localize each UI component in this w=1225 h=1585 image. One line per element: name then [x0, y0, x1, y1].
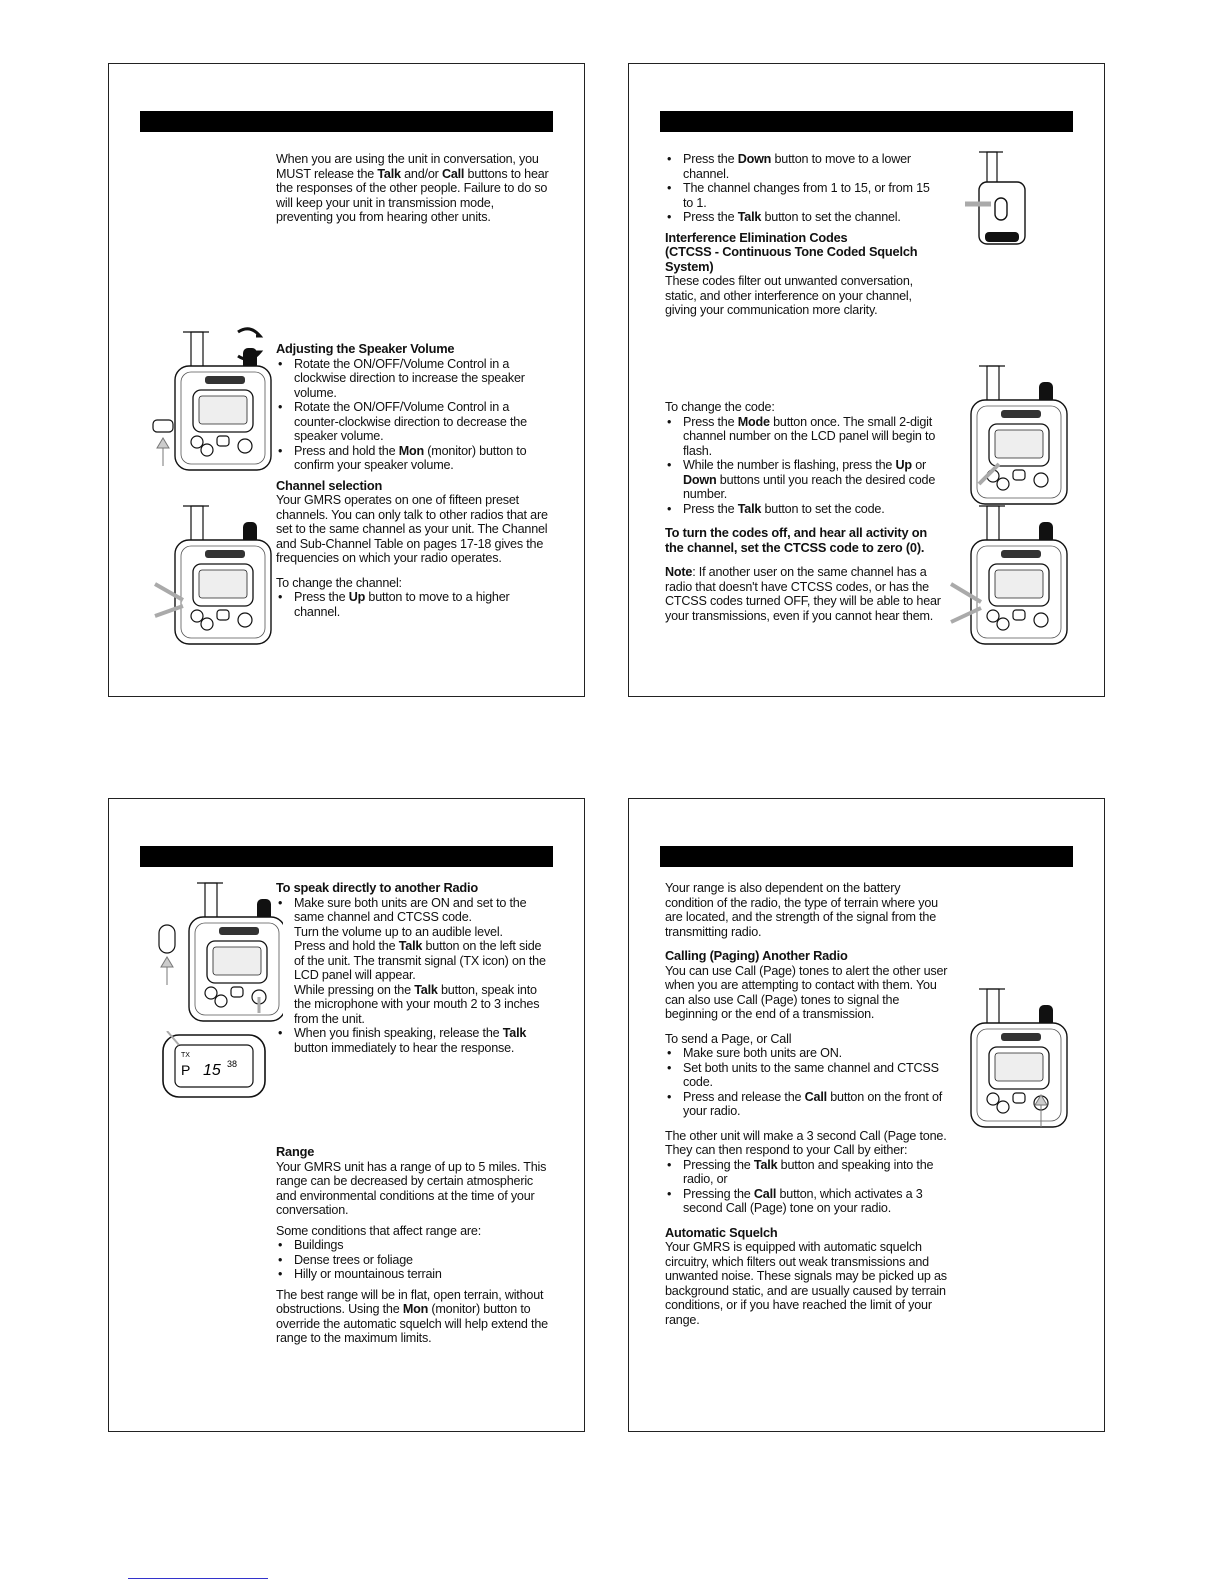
squelch-title: Automatic Squelch	[665, 1224, 778, 1240]
radio-channel-illustration	[149, 504, 279, 654]
lcd-sub: 38	[227, 1059, 238, 1069]
range-best: The best range will be in flat, open terrain, without obstructions. Using the Mon (monitor) button to override the automatic squelch will help extend the range to the maximum limits.	[276, 1287, 548, 1345]
volume-list	[276, 357, 551, 473]
range-dependent: Your range is also dependent on the battery condition of the radio, the type of terrain where you are located, and the strength of the signal from the transmitting radio.	[665, 881, 938, 939]
section-header-bar	[660, 111, 1073, 132]
list-item: • Press the Talk button to set the code.	[665, 502, 945, 517]
code-title-1: Interference Elimination Codes	[665, 229, 848, 245]
section-header-bar	[140, 111, 553, 132]
radio-updown-illustration	[949, 504, 1079, 654]
list-item: • Hilly or mountainous terrain	[276, 1267, 551, 1282]
code-list	[665, 415, 945, 517]
list-item: • When you finish speaking, release the Talk button immediately to hear the response.	[276, 1026, 551, 1055]
list-item: • Press the Down button to move to a lower channel.	[665, 152, 940, 181]
range-list	[276, 1238, 551, 1282]
page-4	[628, 798, 1105, 1432]
p1-volume-section	[276, 342, 551, 619]
section-header-bar	[660, 846, 1073, 867]
code-title-2: (CTCSS - Continuous Tone Coded Squelch System)	[665, 244, 918, 274]
lcd-p: P	[181, 1062, 191, 1078]
list-item: • Make sure both units are ON.	[665, 1046, 950, 1061]
volume-title: Adjusting the Speaker Volume	[276, 341, 455, 356]
list-item: • Turn the volume up to an audible level.	[276, 925, 551, 940]
codes-off: To turn the codes off, and hear all activity on the channel, set the CTCSS code to zero (0).	[665, 525, 927, 555]
list-item: • Press the Mode button once. The small 2-digit channel number on the LCD panel will begin to flash.	[665, 415, 945, 459]
section-header-bar	[140, 846, 553, 867]
list-item: • Press and release the Call button on the front of your radio.	[665, 1090, 950, 1119]
p1-intro	[276, 152, 551, 225]
speak-list	[276, 896, 551, 1056]
lcd-tx: TX	[181, 1052, 190, 1059]
list-item: • Rotate the ON/OFF/Volume Control in a clockwise direction to increase the speaker volume.	[276, 357, 551, 401]
list-item: • Set both units to the same channel and CTCSS code.	[665, 1061, 950, 1090]
page-1	[108, 63, 585, 697]
radio-side-illustration	[963, 148, 1033, 248]
list-item: • Pressing the Talk button and speaking into the radio, or	[665, 1158, 950, 1187]
squelch-body: Your GMRS is equipped with automatic squelch circuitry, which filters out weak transmissions and unwanted noise. These signals may be picked up as background static, and are usually caused by terrain conditions, or if you have reached the limit of your range.	[665, 1240, 947, 1327]
page-3	[108, 798, 585, 1432]
send-list	[665, 1046, 950, 1119]
range-conditions: Some conditions that affect range are:	[276, 1223, 481, 1238]
list-item: • While pressing on the Talk button, speak into the microphone with your mouth 2 to 3 inches from the unit.	[276, 983, 551, 1027]
range-body: Your GMRS unit has a range of up to 5 miles. This range can be decreased by certain atmospheric and environmental conditions at the time of your conversation.	[276, 1159, 547, 1217]
radio-call-illustration	[959, 987, 1089, 1137]
range-title: Range	[276, 1144, 315, 1159]
page-2	[628, 63, 1105, 697]
call-title: Calling (Paging) Another Radio	[665, 948, 848, 963]
p2-code-section	[665, 400, 945, 623]
list-item: • While the number is flashing, press the Up or Down buttons until you reach the desired code number.	[665, 458, 945, 502]
radio-volume-illustration	[143, 324, 278, 474]
channel-list	[276, 590, 551, 619]
list-item: • Pressing the Call button, which activates a 3 second Call (Page) tone on your radio.	[665, 1187, 950, 1216]
channel-title: Channel selection	[276, 477, 383, 493]
list-item: • Press and hold the Mon (monitor) button to confirm your speaker volume.	[276, 444, 551, 473]
p3-range-section	[276, 1145, 551, 1346]
code-body: These codes filter out unwanted conversation, static, and other interference on your channel, giving your communication more clarity.	[665, 274, 913, 317]
call-body: You can use Call (Page) tones to alert the other user when you are attempting to contact with them. You can also use Call (Page) tones to signal the beginning or the end of a transmission.	[665, 963, 948, 1021]
list-item: • Buildings	[276, 1238, 551, 1253]
radio-mode-illustration	[959, 364, 1089, 514]
list-item: • Dense trees or foliage	[276, 1253, 551, 1268]
footer-link-underline	[128, 1578, 268, 1579]
send-page: To send a Page, or Call	[665, 1031, 792, 1046]
lcd-closeup	[159, 1031, 269, 1103]
code-change: To change the code:	[665, 400, 775, 414]
list-item: • Press the Up button to move to a higher channel.	[276, 590, 551, 619]
intro-paragraph: When you are using the unit in conversation, you MUST release the Talk and/or Call buttons to hear the responses of the other people. Failure to do so will keep your unit in transmission mode, preventing you from hearing other units.	[276, 152, 549, 224]
list-item: • Make sure both units are ON and set to the same channel and CTCSS code.	[276, 896, 551, 925]
other-list	[665, 1158, 950, 1216]
note-paragraph: Note: If another user on the same channel has a radio that doesn't have CTCSS codes, or has the CTCSS codes turned OFF, they will be able to hear your transmissions, even if you cannot hear them.	[665, 565, 941, 623]
list-item: • The channel changes from 1 to 15, or from 15 to 1.	[665, 181, 940, 210]
list-item: • Rotate the ON/OFF/Volume Control in a counter-clockwise direction to decrease the speaker volume.	[276, 400, 551, 444]
speak-title: To speak directly to another Radio	[276, 880, 479, 895]
radio-talk-illustration	[153, 881, 283, 1031]
list-item: • Press the Talk button to set the channel.	[665, 210, 940, 225]
p2-top	[665, 152, 940, 318]
channel-down-list	[665, 152, 940, 225]
p3-speak-section	[276, 881, 551, 1055]
list-item: • Press and hold the Talk button on the left side of the unit. The transmit signal (TX icon) on the LCD panel will appear.	[276, 939, 551, 983]
channel-change: To change the channel:	[276, 575, 402, 590]
lcd-ch: 15	[203, 1062, 221, 1079]
other-unit: The other unit will make a 3 second Call (Page tone. They can then respond to your Call by either:	[665, 1128, 947, 1157]
p4-content	[665, 881, 950, 1327]
channel-body: Your GMRS operates on one of fifteen preset channels. You can only talk to other radios that are set to the same channel as your unit. The Channel and Sub-Channel Table on pages 17-18 gives the frequencies on which your radio operates.	[276, 493, 548, 565]
